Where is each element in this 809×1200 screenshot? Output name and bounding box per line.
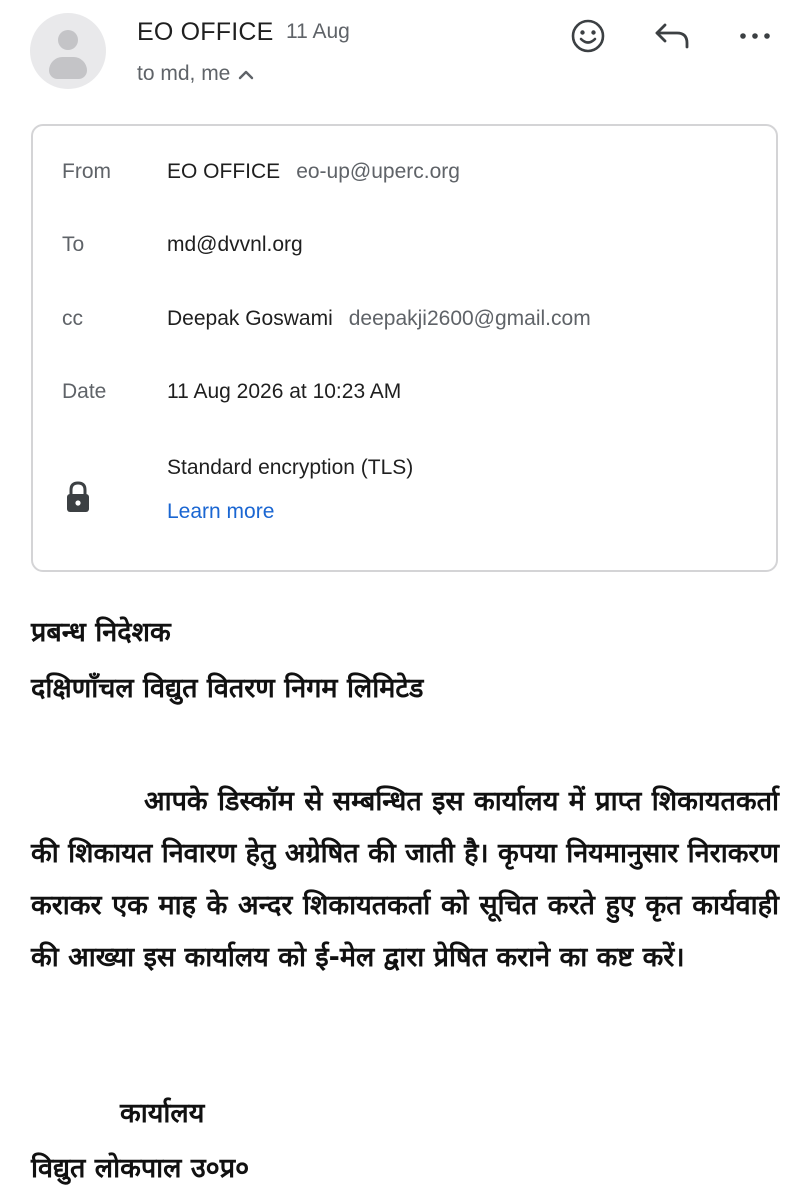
- emoji-icon[interactable]: [566, 14, 610, 58]
- from-email[interactable]: eo-up@uperc.org: [296, 160, 460, 183]
- avatar-head-shape: [58, 30, 78, 50]
- to-label: To: [62, 233, 85, 256]
- from-label: From: [62, 160, 111, 183]
- date-value: 11 Aug 2026 at 10:23 AM: [167, 380, 402, 403]
- addressee-organization: दक्षिणाँचल विद्युत वितरण निगम लिमिटेड: [31, 673, 424, 704]
- recipients-summary: to md, me: [137, 62, 231, 85]
- learn-more-link[interactable]: Learn more: [167, 500, 275, 523]
- lock-icon: [63, 480, 93, 514]
- from-value: [167, 160, 460, 184]
- message-date: 11 Aug: [286, 20, 350, 43]
- body-paragraph: आपके डिस्कॉम से सम्बन्धित इस कार्यालय में प्राप्त शिकायतकर्ता की शिकायत निवारण हेतु अग्रेषित की जाती है। कृपया नियमानुसार निराकरण कराकर एक माह के अन्दर शिकायतकर्ता को सूचित करते हुए कृत कार्यवाही की आख्या इस कार्यालय को ई-मेल द्वारा प्रेषित कराने का कष्ट करें।: [31, 786, 779, 973]
- sender-avatar[interactable]: [30, 13, 106, 89]
- chevron-up-icon: [238, 68, 254, 80]
- more-icon[interactable]: [733, 14, 777, 58]
- cc-value: [167, 307, 591, 331]
- addressee-title: प्रबन्ध निदेशक: [31, 617, 171, 648]
- cc-email[interactable]: deepakji2600@gmail.com: [348, 307, 591, 330]
- cc-label: cc: [62, 307, 83, 330]
- signature-ombudsman: विद्युत लोकपाल उ०प्र०: [31, 1153, 250, 1184]
- to-email[interactable]: md@dvvnl.org: [167, 233, 303, 256]
- encryption-status: Standard encryption (TLS): [167, 456, 414, 479]
- sender-name[interactable]: EO OFFICE: [137, 18, 274, 46]
- avatar-body-shape: [49, 57, 87, 79]
- signature-office: कार्यालय: [120, 1098, 205, 1129]
- recipients-toggle[interactable]: [137, 62, 254, 86]
- message-details-card: [31, 124, 778, 572]
- from-name[interactable]: EO OFFICE: [167, 160, 281, 183]
- date-label: Date: [62, 380, 107, 403]
- cc-name[interactable]: Deepak Goswami: [167, 307, 333, 330]
- reply-icon[interactable]: [651, 14, 695, 58]
